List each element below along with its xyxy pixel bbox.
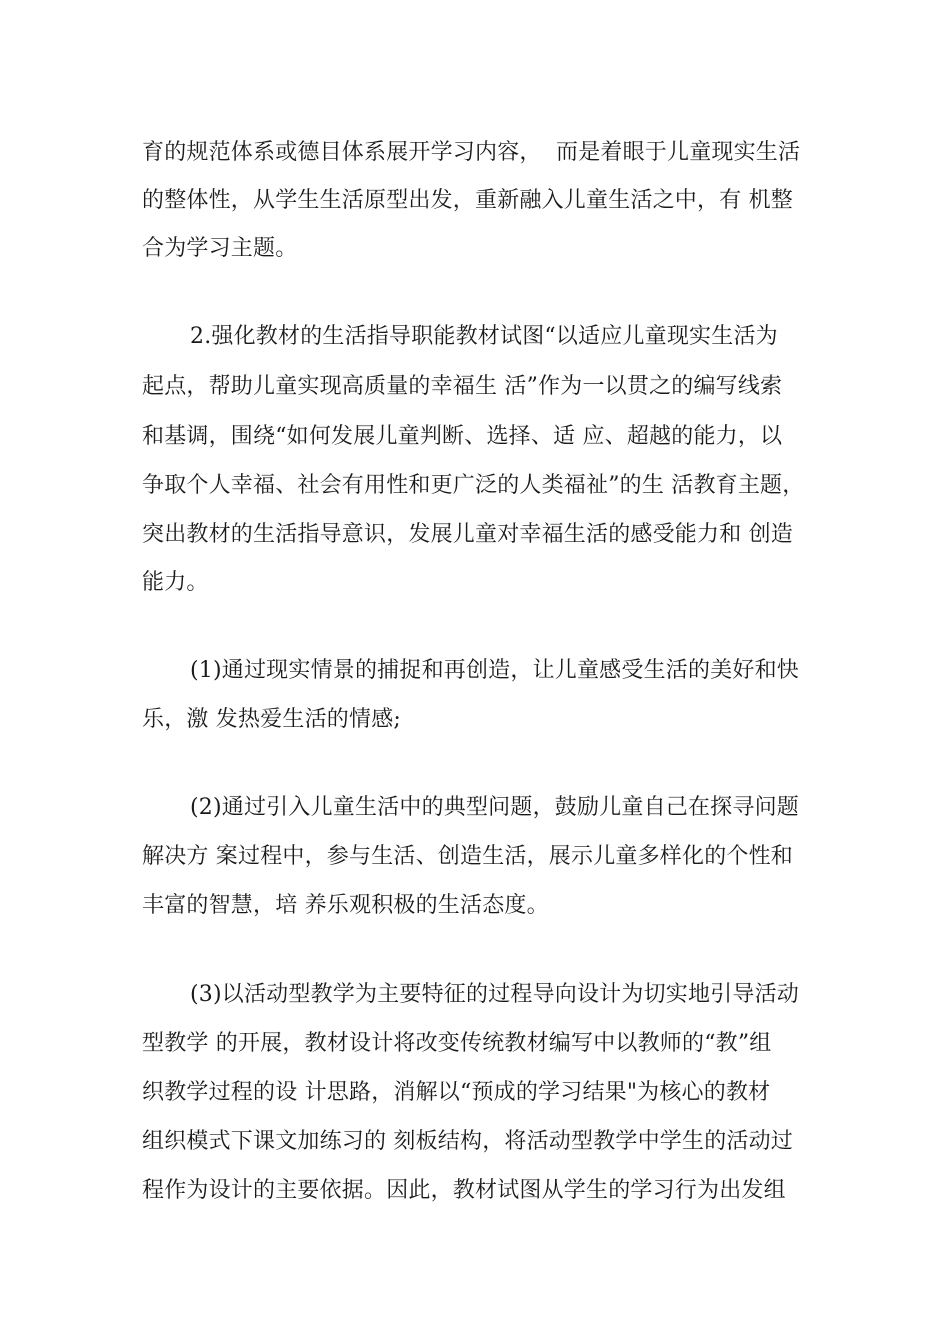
paragraph-2-line-4: 争取个人幸福、社会有用性和更广泛的人类福祉”的生 活教育主题， <box>142 473 805 498</box>
paragraph-1-line-2: 的整体性，从学生生活原型出发，重新融入儿童生活之中，有 机整 <box>142 188 793 213</box>
paragraph-5-line-2: 型教学 的开展，教材设计将改变传统教材编写中以教师的“教”组 <box>142 1031 772 1056</box>
paragraph-2-line-6: 能力。 <box>142 570 209 595</box>
paragraph-1-line-1: 育的规范体系或德目体系展开学习内容， 而是着眼于儿童现实生活 <box>142 140 801 165</box>
paragraph-4-line-2: 解决方 案过程中，参与生活、创造生活，展示儿童多样化的个性和 <box>142 844 793 869</box>
paragraph-5-line-1: (3)以活动型教学为主要特征的过程导向设计为切实地引导活动 <box>190 982 799 1007</box>
paragraph-5-line-4: 组织模式下课文加练习的 刻板结构，将活动型教学中学生的活动过 <box>142 1129 793 1154</box>
paragraph-2-line-2: 起点，帮助儿童实现高质量的幸福生 活”作为一以贯之的编写线索 <box>142 374 783 399</box>
paragraph-3-line-1: (1)通过现实情景的捕捉和再创造，让儿童感受生活的美好和快 <box>190 658 799 683</box>
paragraph-2-line-1: 2.强化教材的生活指导职能教材试图“以适应儿童现实生活为 <box>190 324 778 349</box>
paragraph-4-line-3: 丰富的智慧，培 养乐观积极的生活态度。 <box>142 893 549 918</box>
paragraph-2-line-5: 突出教材的生活指导意识，发展儿童对幸福生活的感受能力和 创造 <box>142 522 793 547</box>
paragraph-5-line-5: 程作为设计的主要依据。因此，教材试图从学生的学习行为出发组 <box>142 1178 786 1203</box>
paragraph-4-line-1: (2)通过引入儿童生活中的典型问题，鼓励儿童自己在探寻问题 <box>190 795 799 820</box>
paragraph-1-line-3: 合为学习主题。 <box>142 236 298 261</box>
paragraph-5-line-3: 织教学过程的设 计思路，消解以“预成的学习结果"为核心的教材 <box>142 1080 771 1105</box>
paragraph-2-line-3: 和基调，围绕“如何发展儿童判断、选择、适 应、超越的能力，以 <box>142 424 783 449</box>
paragraph-3-line-2: 乐，激 发热爱生活的情感; <box>142 707 402 732</box>
